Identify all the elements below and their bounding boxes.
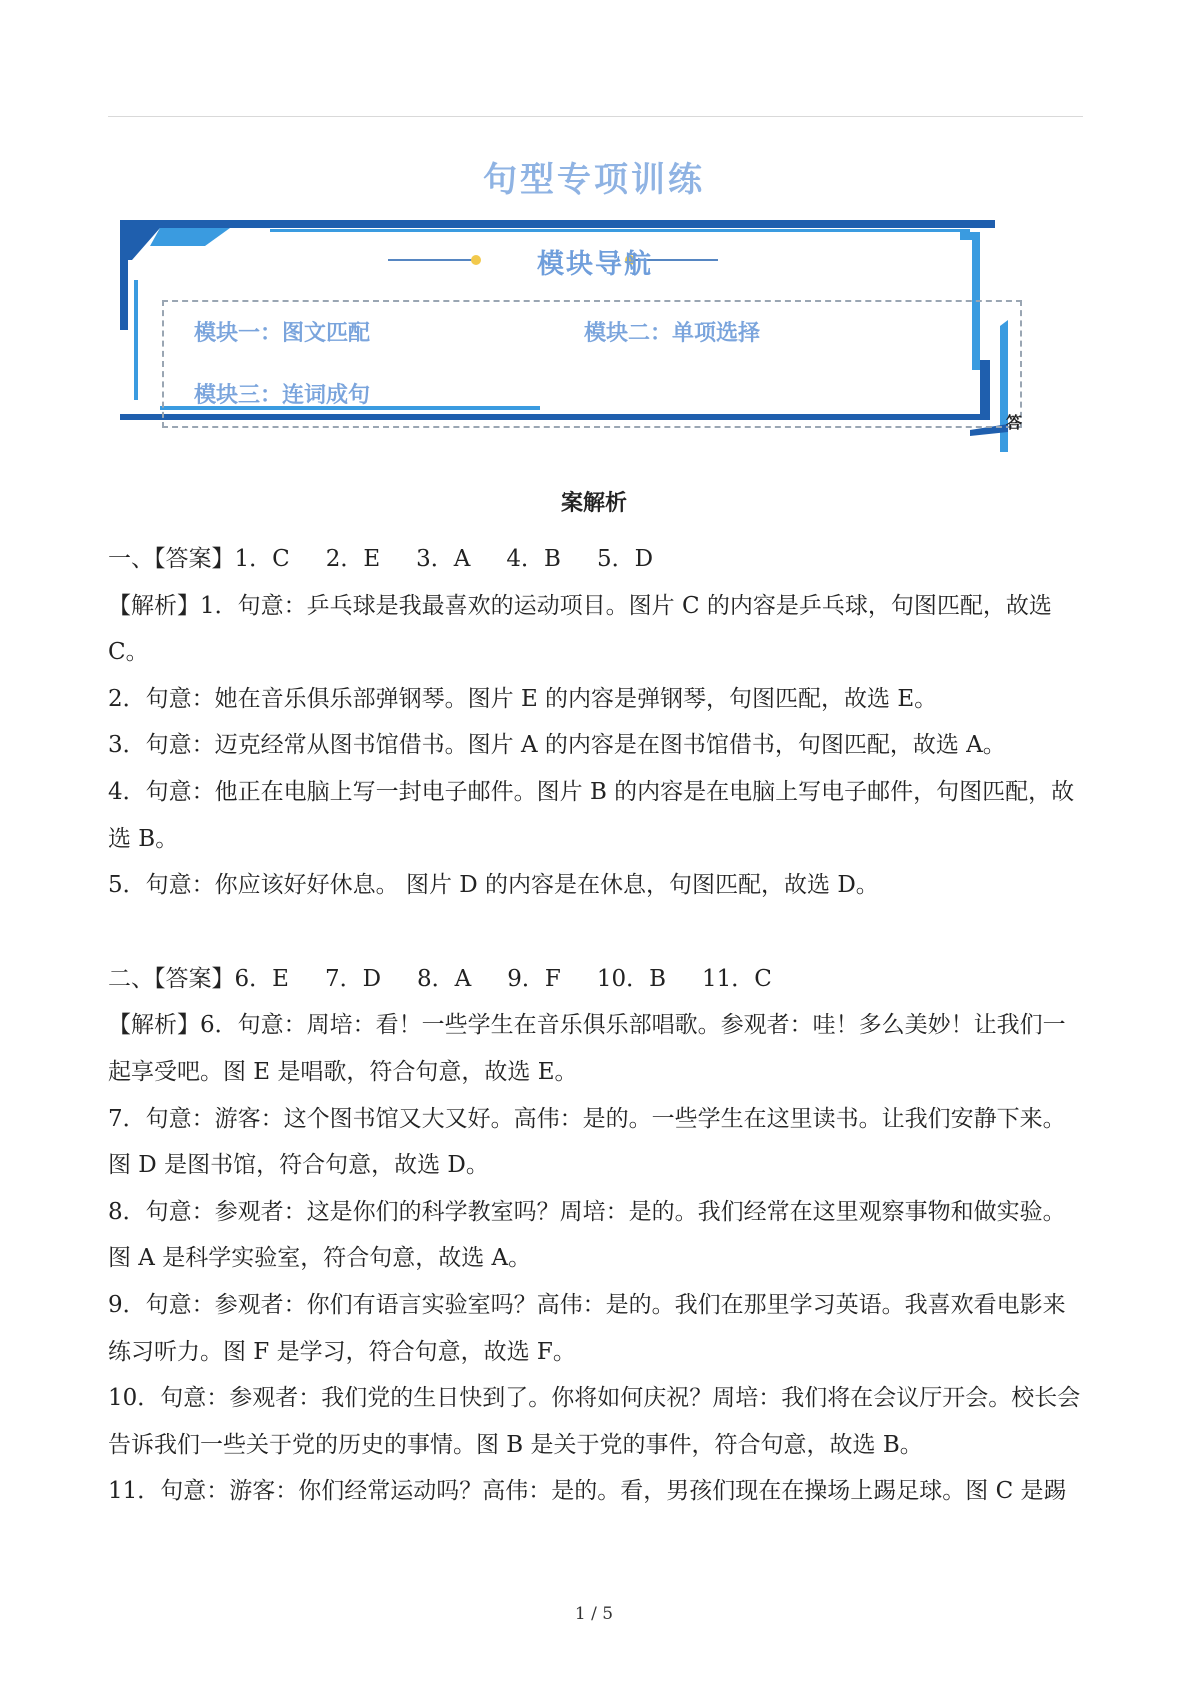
answer-item: 4．B <box>506 546 561 572</box>
header-rule <box>108 116 1083 117</box>
analysis-paragraph: 4．句意：他正在电脑上写一封电子邮件。图片 B 的内容是在电脑上写电子邮件，句图匹配，故选 B。 <box>108 778 1075 852</box>
analysis-paragraph: 10．句意：参观者：我们党的生日快到了。你将如何庆祝？周培：我们将在会议厅开会。校长会告诉我们一些关于党的历史的事情。图 B 是关于党的事件，符合句意，故选 B。 <box>108 1385 1081 1458</box>
answer-analysis-body <box>108 536 1083 1515</box>
analysis-paragraph: 【解析】6．句意：周培：看！一些学生在音乐俱乐部唱歌。参观者：哇！多么美妙！让我们一起享受吧。图 E 是唱歌，符合句意，故选 E。 <box>108 1012 1066 1085</box>
analysis-paragraph: 2．句意：她在音乐俱乐部弹钢琴。图片 E 的内容是弹钢琴，句图匹配，故选 E。 <box>108 685 938 712</box>
analysis-paragraph: 3．句意：迈克经常从图书馆借书。图片 A 的内容是在图书馆借书，句图匹配，故选 A。 <box>108 732 1006 759</box>
module-item-1: 模块一：图文匹配 <box>194 320 371 346</box>
part1-prefix: 一、【答案】 <box>108 546 235 572</box>
analysis-paragraph: 9．句意：参观者：你们有语言实验室吗？高伟：是的。我们在那里学习英语。我喜欢看电影来练习听力。图 F 是学习，符合句意，故选 F。 <box>108 1291 1066 1365</box>
answer-item: 10．B <box>596 965 667 992</box>
answer-item: 3．A <box>416 546 471 572</box>
answer-item: 6．E <box>234 965 289 992</box>
answer-item: 7．D <box>324 965 382 992</box>
analysis-paragraph: 7．句意：游客：这个图书馆又大又好。高伟：是的。一些学生在这里读书。让我们安静下来。图 D 是图书馆，符合句意，故选 D。 <box>108 1105 1066 1179</box>
answer-item: 8．A <box>417 965 472 992</box>
page-number: 1 / 5 <box>574 1604 614 1624</box>
analysis-paragraph: 11．句意：游客：你们经常运动吗？高伟：是的。看，男孩们现在在操场上踢足球。图 C 是踢 <box>108 1478 1067 1505</box>
answer-item: 5．D <box>596 546 654 572</box>
answer-item: 2．E <box>325 546 381 572</box>
navigation-heading: 模块导航 <box>537 249 653 280</box>
answer-item: 11．C <box>702 965 772 992</box>
answer-item: 9．F <box>507 965 561 992</box>
answer-item: 1．C <box>234 546 290 572</box>
part2-prefix: 二、【答案】 <box>108 965 235 992</box>
analysis-paragraph: 8．句意：参观者：这是你们的科学教室吗？周培：是的。我们经常在这里观察事物和做实验。图 A 是科学实验室，符合句意，故选 A。 <box>108 1198 1066 1272</box>
analysis-paragraph: 【解析】1．句意：乒乓球是我最喜欢的运动项目。图片 C 的内容是乒乓球，句图匹配，故选 C。 <box>108 592 1052 666</box>
part2-answers <box>108 956 1083 1003</box>
module-item-2: 模块二：单项选择 <box>584 320 761 346</box>
analysis-paragraph: 5．句意：你应该好好休息。 图片 D 的内容是在休息，句图匹配，故选 D。 <box>108 872 879 899</box>
part1-answers <box>108 536 1083 583</box>
document-title: 句型专项训练 <box>483 160 705 200</box>
stray-char: 答 <box>1006 413 1023 432</box>
module-navigation-panel <box>120 220 1070 456</box>
module-item-3: 模块三：连词成句 <box>194 382 371 408</box>
section-title: 案解析 <box>560 490 627 516</box>
module-list-box <box>162 300 1022 428</box>
